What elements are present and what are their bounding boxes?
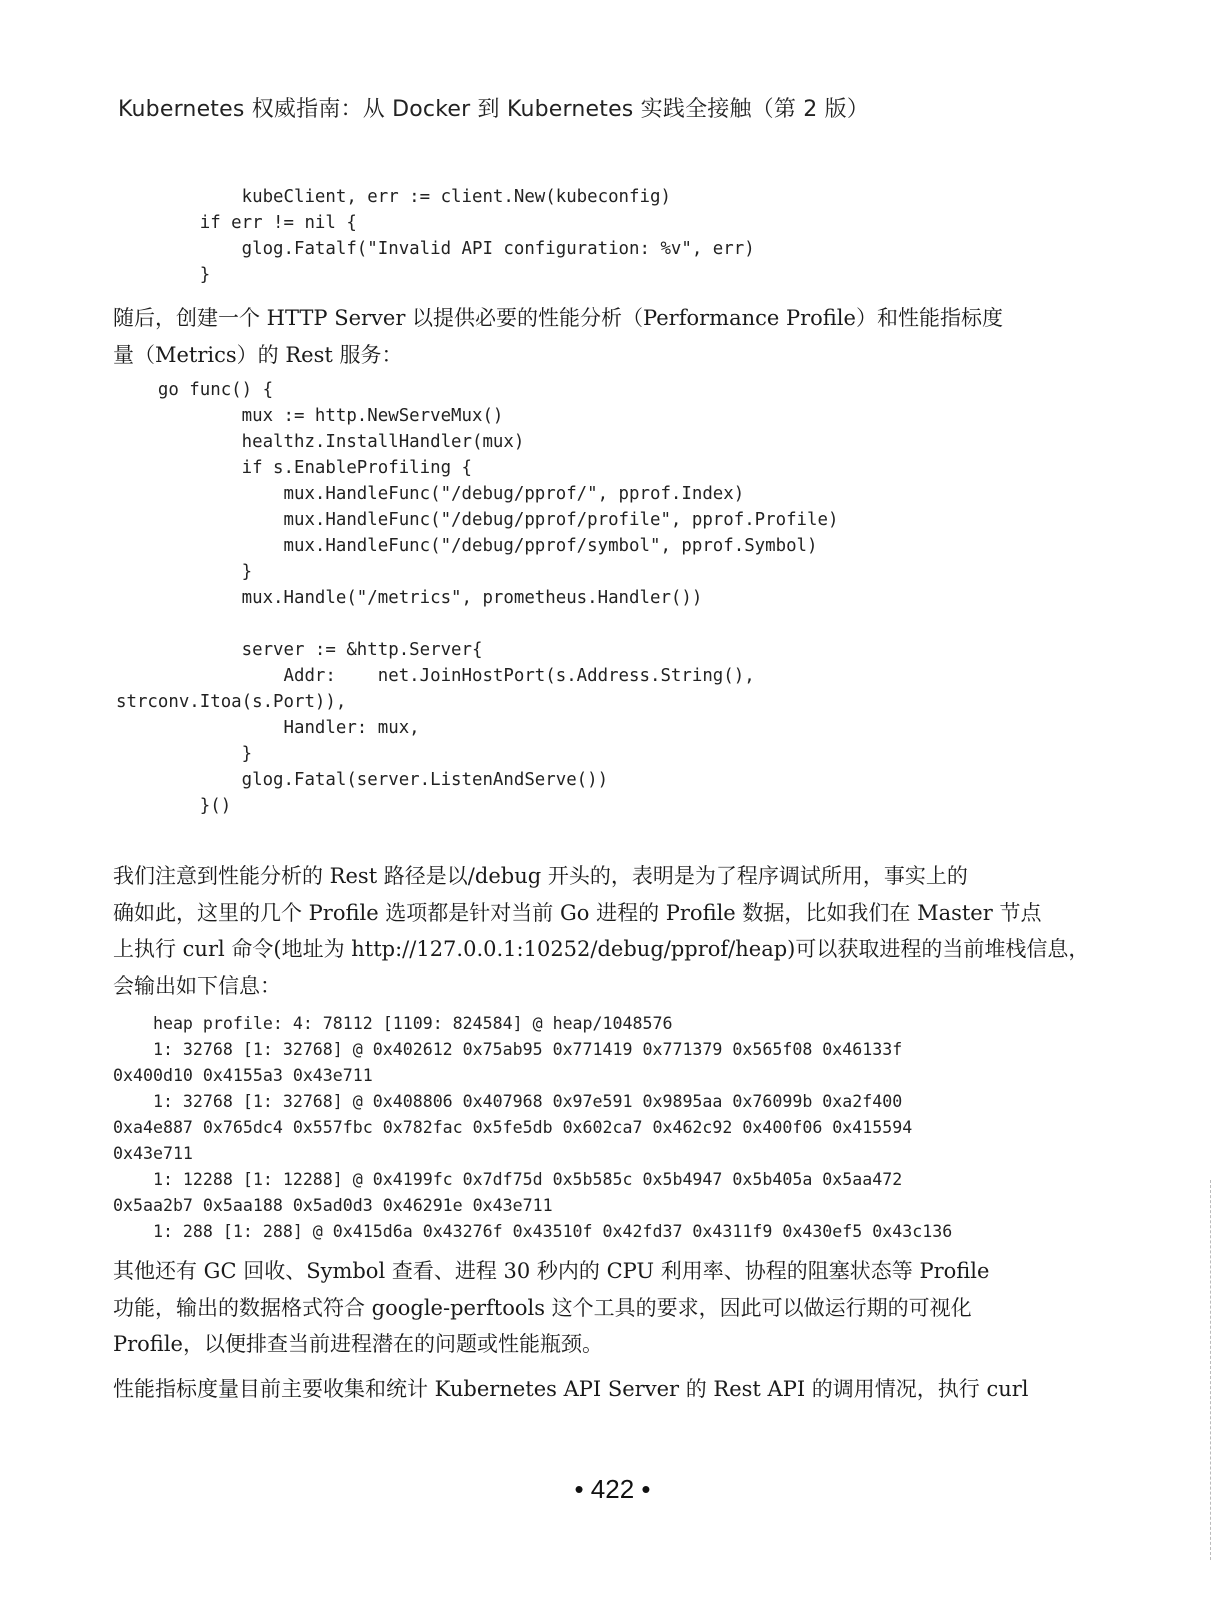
code-block-http-server bbox=[116, 377, 838, 819]
code-line: 1: 12288 [1: 12288] @ 0x4199fc 0x7df75d 0x5b585c 0x5b4947 0x5b405a 0x5aa472 bbox=[113, 1170, 903, 1189]
code-block-heap-output bbox=[113, 1011, 952, 1245]
code-line: strconv.Itoa(s.Port)), bbox=[116, 692, 347, 712]
code-line: healthz.InstallHandler(mux) bbox=[116, 432, 525, 452]
paragraph-line: 上执行 curl 命令(地址为 http://127.0.0.1:10252/debug/pprof/heap)可以获取进程的当前堆栈信息， bbox=[113, 937, 1089, 961]
paragraph-line: Profile，以便排查当前进程潜在的问题或性能瓶颈。 bbox=[113, 1332, 603, 1356]
paragraph-line: 性能指标度量目前主要收集和统计 Kubernetes API Server 的 Rest API 的调用情况，执行 curl bbox=[113, 1377, 1029, 1401]
code-line: 1: 288 [1: 288] @ 0x415d6a 0x43276f 0x43510f 0x42fd37 0x4311f9 0x430ef5 0x43c136 bbox=[113, 1222, 953, 1241]
paragraph-line: 我们注意到性能分析的 Rest 路径是以/debug 开头的，表明是为了程序调试所用，事实上的 bbox=[113, 864, 968, 888]
paragraph-debug-path bbox=[113, 858, 1089, 1004]
code-line: server := &http.Server{ bbox=[116, 640, 483, 660]
code-line: }() bbox=[116, 796, 232, 816]
code-line: go func() { bbox=[116, 380, 274, 400]
code-line: 0x400d10 0x4155a3 0x43e711 bbox=[113, 1066, 373, 1085]
code-line: if s.EnableProfiling { bbox=[116, 458, 472, 478]
code-line: } bbox=[116, 744, 253, 764]
code-line bbox=[116, 611, 838, 637]
code-line: kubeClient, err := client.New(kubeconfig) bbox=[116, 187, 671, 207]
code-line: if err != nil { bbox=[116, 213, 357, 233]
code-line: glog.Fatalf("Invalid API configuration: %v", err) bbox=[116, 239, 755, 259]
running-header: Kubernetes 权威指南：从 Docker 到 Kubernetes 实践全接触（第 2 版） bbox=[118, 97, 870, 122]
paragraph-line: 会输出如下信息： bbox=[113, 973, 281, 998]
paragraph-other-profiles bbox=[113, 1253, 1089, 1363]
paragraph-line: 其他还有 GC 回收、Symbol 查看、进程 30 秒内的 CPU 利用率、协程的阻塞状态等 Profile bbox=[113, 1259, 990, 1283]
code-block-client-init bbox=[116, 184, 755, 288]
code-line: } bbox=[116, 265, 211, 285]
code-line: mux.HandleFunc("/debug/pprof/symbol", pprof.Symbol) bbox=[116, 536, 818, 556]
code-line: } bbox=[116, 562, 253, 582]
paragraph-line: 功能，输出的数据格式符合 google-perftools 这个工具的要求，因此可以做运行期的可视化 bbox=[113, 1295, 972, 1320]
code-line: 0xa4e887 0x765dc4 0x557fbc 0x782fac 0x5fe5db 0x602ca7 0x462c92 0x400f06 0x415594 bbox=[113, 1118, 913, 1137]
scan-edge-divider bbox=[1209, 1180, 1211, 1560]
paragraph-line: 量（Metrics）的 Rest 服务： bbox=[113, 342, 403, 367]
paragraph-line: 随后，创建一个 HTTP Server 以提供必要的性能分析（Performance Profile）和性能指标度 bbox=[113, 306, 1003, 330]
code-line: mux.Handle("/metrics", prometheus.Handler()) bbox=[116, 588, 703, 608]
code-line: 1: 32768 [1: 32768] @ 0x402612 0x75ab95 0x771419 0x771379 0x565f08 0x46133f bbox=[113, 1040, 903, 1059]
code-line: mux.HandleFunc("/debug/pprof/", pprof.Index) bbox=[116, 484, 745, 504]
paragraph-metrics bbox=[113, 1371, 1089, 1408]
code-line: 1: 32768 [1: 32768] @ 0x408806 0x407968 0x97e591 0x9895aa 0x76099b 0xa2f400 bbox=[113, 1092, 903, 1111]
code-line: Handler: mux, bbox=[116, 718, 420, 738]
code-line: 0x5aa2b7 0x5aa188 0x5ad0d3 0x46291e 0x43e711 bbox=[113, 1196, 553, 1215]
code-line: mux.HandleFunc("/debug/pprof/profile", pprof.Profile) bbox=[116, 510, 839, 530]
code-line: glog.Fatal(server.ListenAndServe()) bbox=[116, 770, 609, 790]
code-line: Addr: net.JoinHostPort(s.Address.String(), bbox=[116, 666, 755, 686]
code-line: heap profile: 4: 78112 [1109: 824584] @ heap/1048576 bbox=[113, 1014, 673, 1033]
page-number: • 422 • bbox=[574, 1474, 651, 1504]
paragraph-http-server-intro bbox=[113, 300, 1089, 373]
code-line: 0x43e711 bbox=[113, 1144, 193, 1163]
paragraph-line: 确如此，这里的几个 Profile 选项都是针对当前 Go 进程的 Profile 数据，比如我们在 Master 节点 bbox=[113, 900, 1042, 925]
code-line: mux := http.NewServeMux() bbox=[116, 406, 504, 426]
